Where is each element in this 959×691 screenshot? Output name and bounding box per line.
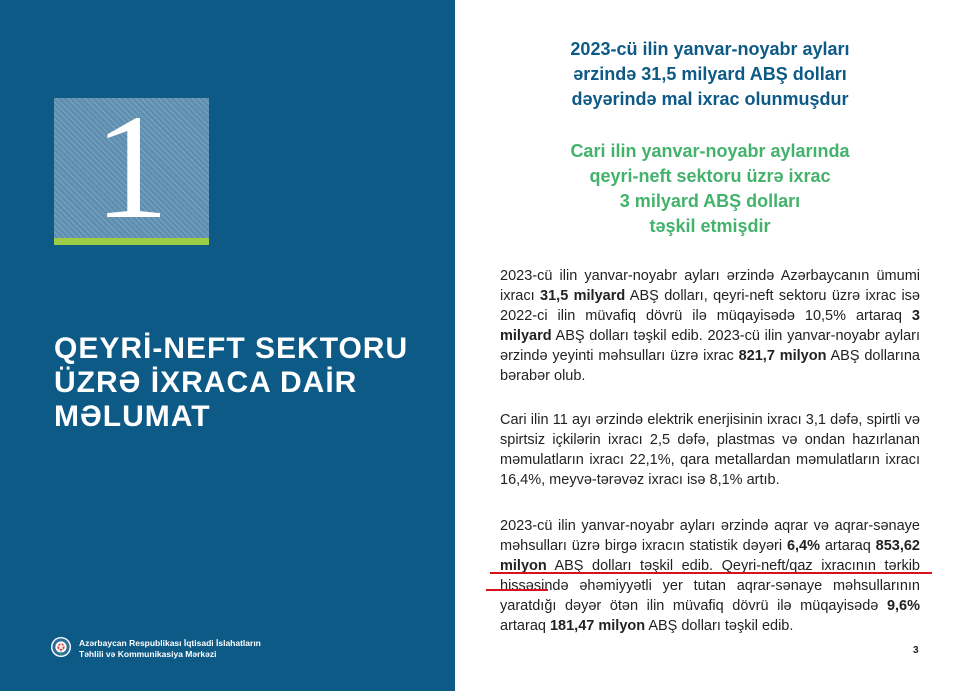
paragraph-text: 2023-cü ilin yanvar-noyabr ayları ərzində Azərbaycanın ümumi ixracı	[500, 268, 920, 304]
paragraph-bold: 9,6%	[886, 598, 920, 614]
headline-line: təşkil etmişdir	[649, 216, 771, 236]
headline-text: ərzində	[573, 64, 642, 84]
headline-non-oil-export	[470, 139, 950, 239]
paragraph-text: 2023-cü ilin yanvar-noyabr ayları ərzində aqrar və aqrar-sənaye məhsulları üzrə birgə ixracın statistik dəyəri	[500, 518, 920, 554]
paragraph-agrarian-export	[500, 516, 920, 636]
organization-name-line: Təhlili və Kommunikasiya Mərkəzi	[79, 649, 217, 659]
left-panel	[0, 0, 455, 691]
section-title	[54, 332, 434, 434]
paragraph-text: ABŞ dolları təşkil edib. Qeyri-neft/qaz ixracının tərkib hissəsində əhəmiyyətli yer tutan aqrar-sənaye məhsullarının yaratdığı dəyər ötən ilin müvafiq dövrü ilə müqayisədə	[500, 558, 920, 614]
paragraph-text: artaraq	[500, 618, 550, 634]
section-title-line: MƏLUMAT	[54, 400, 211, 433]
section-number-box	[54, 98, 209, 238]
headline-line: 3 milyard ABŞ dolları	[619, 191, 801, 211]
paragraph-total-export	[500, 266, 920, 386]
section-title-line: QEYRİ-NEFT SEKTORU	[54, 332, 409, 365]
paragraph-bold: 6,4%	[786, 538, 820, 554]
headline-line: dəyərində mal ixrac olunmuşdur	[571, 89, 849, 109]
headline-line: 2023-cü ilin yanvar-noyabr ayları	[570, 39, 850, 59]
red-underline-annotation	[486, 589, 548, 591]
paragraph-bold: 31,5 milyard	[540, 288, 626, 304]
paragraph-bold: 853,62 milyon	[500, 538, 920, 574]
paragraph-text: ABŞ dolları təşkil edib.	[645, 618, 794, 634]
paragraph-bold: 821,7 milyon	[738, 348, 827, 364]
paragraph-text: artaraq	[820, 538, 876, 554]
organization-name-line: Azərbaycan Respublikası İqtisadi İslahatların	[79, 638, 261, 648]
headline-line	[470, 62, 950, 87]
azerbaijan-emblem-icon	[50, 636, 72, 658]
headline-line: qeyri-neft sektoru üzrə ixrac	[589, 166, 831, 186]
paragraph-text: ABŞ dollarına bərabər olub.	[500, 348, 920, 384]
section-number-underline	[54, 238, 209, 245]
section-number: 1	[94, 98, 169, 238]
paragraph-bold: 181,47 milyon	[549, 618, 646, 634]
headline-line: Cari ilin yanvar-noyabr aylarında	[570, 141, 850, 161]
paragraph-bold: 3 milyard	[500, 308, 920, 344]
paragraph-growth-details: Cari ilin 11 ayı ərzində elektrik enerjisinin ixracı 3,1 dəfə, spirtli və spirtsiz içkilərin ixracı 2,5 dəfə, plastmas və ondan hazırlanan məmulatların ixracı 22,1%, qara metallardan məmulatların ixracı 16,4%, meyvə-tərəvəz ixracı isə 8,1% artıb.	[500, 412, 920, 488]
paragraph-text: ABŞ dolları, qeyri-neft sektoru üzrə ixrac isə 2022-ci ilin müvafiq dövrü ilə müqayisədə 10,5% artaraq	[500, 288, 920, 324]
headline-highlight: 31,5 milyard ABŞ dolları	[641, 64, 847, 84]
organization-name	[79, 638, 261, 660]
page-number: 3	[913, 645, 919, 656]
section-title-line: ÜZRƏ İXRACA DAİR	[54, 366, 358, 399]
red-underline-annotation	[490, 572, 932, 574]
paragraph-text: ABŞ dolları təşkil edib. 2023-cü ilin yanvar-noyabr ayları ərzində yeyinti məhsulları üzrə ixrac	[500, 328, 920, 364]
headline-total-export	[470, 37, 950, 112]
